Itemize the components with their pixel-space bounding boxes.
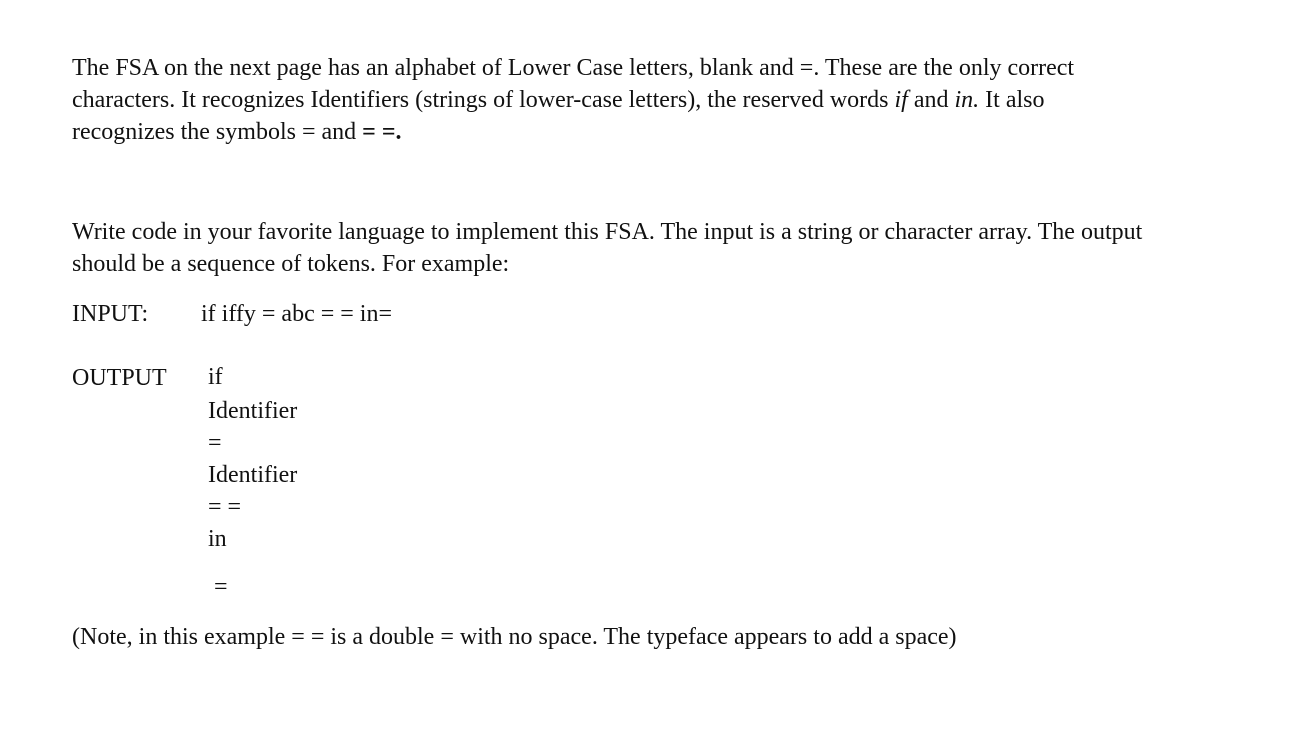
intro-line-2-text-c: It also [979,87,1045,113]
output-token: = = [208,494,242,520]
output-label: OUTPUT [72,365,167,391]
intro-paragraph [72,52,1074,148]
reserved-word-if: if [894,87,908,113]
output-token: if [208,364,223,390]
output-token: = [208,430,222,456]
task-line-2: should be a sequence of tokens. For example: [72,251,510,277]
reserved-word-in: in. [954,87,980,113]
intro-line-3-text-a: recognizes the symbols = and [72,119,363,145]
double-equals-symbol: = =. [362,119,402,145]
output-token: = [214,574,228,600]
intro-line-2-text-a: characters. It recognizes Identifiers (strings of lower-case letters), the reserved words [72,87,895,113]
output-token: Identifier [208,398,298,424]
output-token: in [208,526,227,552]
input-value: if iffy = abc = = in= [201,301,392,327]
output-token: Identifier [208,462,298,488]
intro-line-1: The FSA on the next page has an alphabet of Lower Case letters, blank and =. These are the only correct [72,55,1075,81]
task-line-1: Write code in your favorite language to implement this FSA. The input is a string or character array. The output [72,219,1143,245]
input-label: INPUT: [72,301,149,327]
intro-line-3 [72,116,1074,148]
intro-line-2-text-b: and [907,87,955,113]
note-text: (Note, in this example = = is a double = with no space. The typeface appears to add a space) [72,624,957,650]
intro-line-2 [72,84,1074,116]
task-paragraph [72,216,1142,280]
